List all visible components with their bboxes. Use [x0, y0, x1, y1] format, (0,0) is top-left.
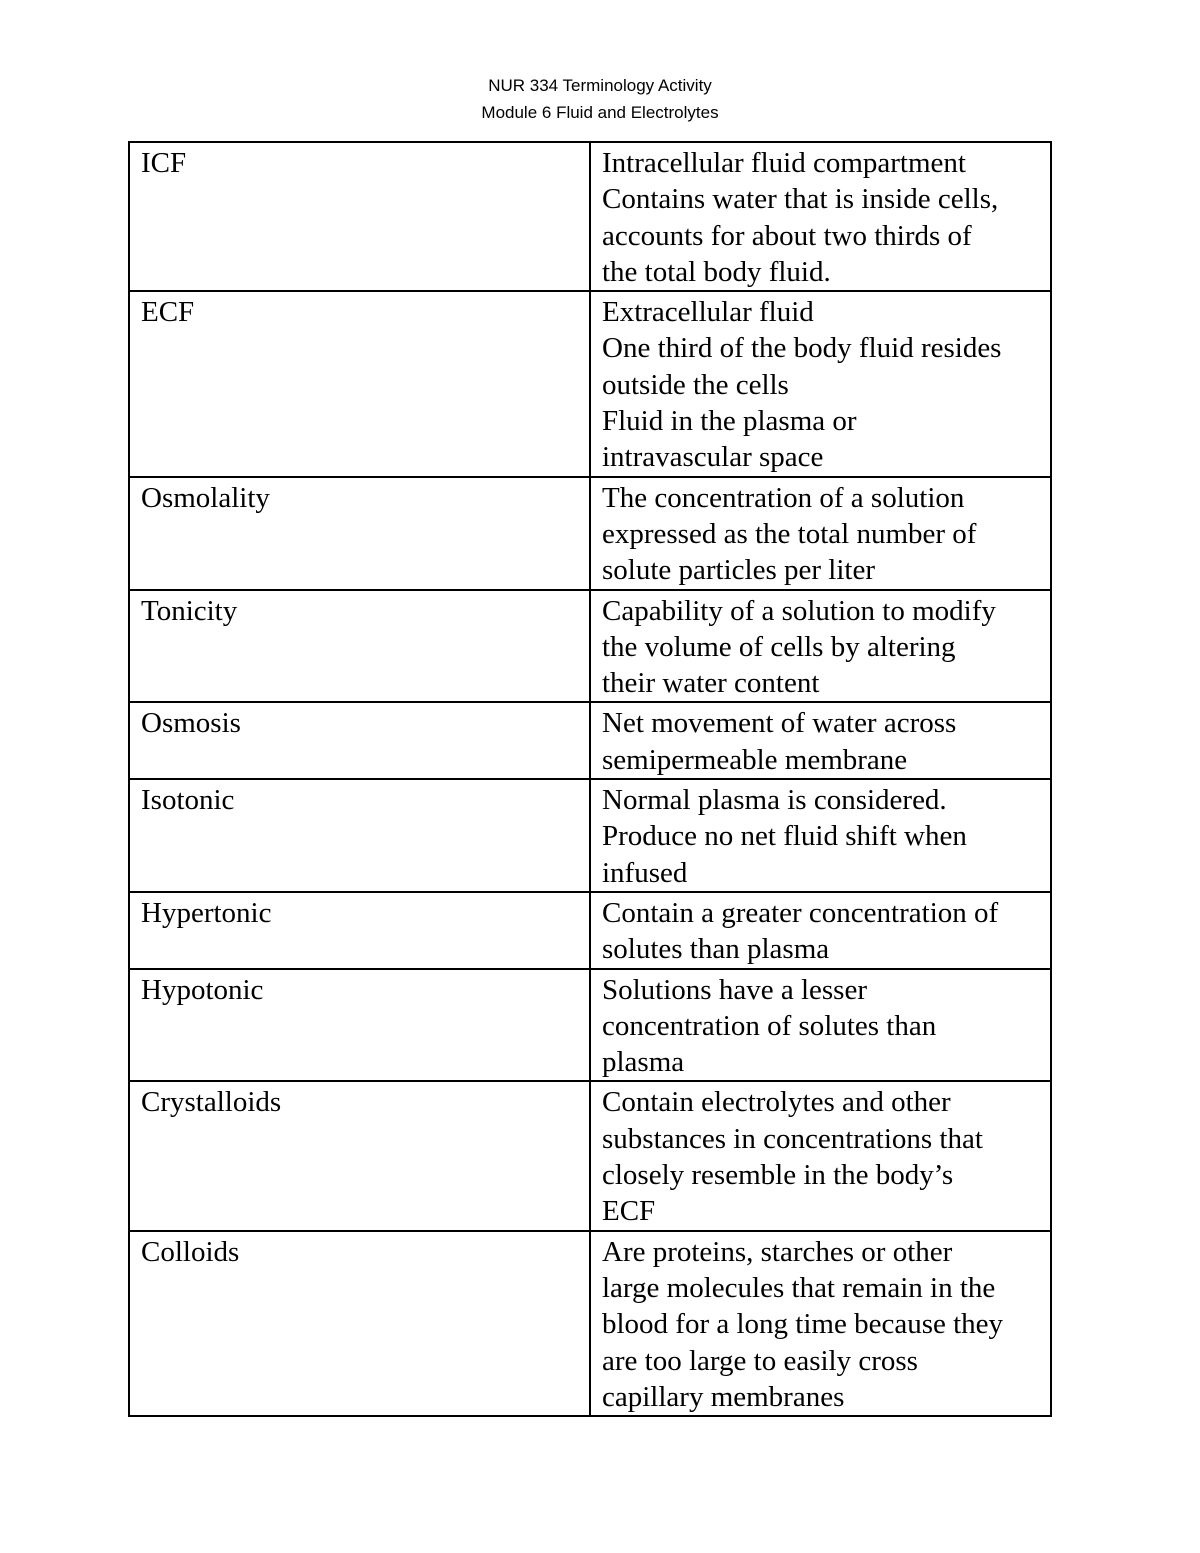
definition-cell	[590, 477, 1051, 590]
table-row	[129, 291, 1051, 476]
table-row	[129, 590, 1051, 703]
definition-cell	[590, 702, 1051, 779]
term-cell	[129, 477, 590, 590]
term-label: ICF	[141, 147, 187, 179]
table-row	[129, 477, 1051, 590]
definition-line: Solutions have a lesser	[602, 973, 867, 1006]
term-cell	[129, 1231, 590, 1416]
definition-line: Capability of a solution to modify	[602, 594, 996, 627]
term-label: Crystalloids	[141, 1086, 282, 1119]
term-label: ECF	[141, 296, 195, 329]
terminology-table	[128, 141, 1052, 1417]
definition-cell	[590, 892, 1051, 969]
definition-line: intravascular space	[602, 441, 824, 474]
table-row	[129, 702, 1051, 779]
term-label: Isotonic	[141, 784, 235, 817]
definition-line: accounts for about two thirds of	[602, 219, 972, 252]
table-row	[129, 779, 1051, 892]
definition-line: are too large to easily cross	[602, 1344, 918, 1377]
definition-cell	[590, 969, 1051, 1082]
definition-line: solutes than plasma	[602, 933, 830, 966]
definition-cell	[590, 590, 1051, 703]
definition-cell	[590, 291, 1051, 476]
term-label: Hypotonic	[141, 973, 264, 1006]
definition-cell	[590, 779, 1051, 892]
definition-line: Normal plasma is considered.	[602, 784, 947, 817]
term-cell	[129, 969, 590, 1082]
definition-line: Contains water that is inside cells,	[602, 183, 999, 216]
definition-line: Net movement of water across	[602, 707, 957, 740]
definition-line: substances in concentrations that	[602, 1122, 983, 1155]
definition-line: solute particles per liter	[602, 554, 875, 587]
table-row	[129, 892, 1051, 969]
definition-cell	[590, 1231, 1051, 1416]
definition-line: Are proteins, starches or other	[602, 1235, 953, 1268]
definition-cell	[590, 1081, 1051, 1230]
definition-line: outside the cells	[602, 368, 789, 401]
definition-line: Contain a greater concentration of	[602, 896, 999, 929]
terminology-table-body	[129, 142, 1051, 1416]
term-label: Hypertonic	[141, 896, 272, 929]
document-title: NUR 334 Terminology Activity	[488, 76, 712, 95]
term-label: Tonicity	[141, 594, 238, 627]
definition-cell	[590, 142, 1051, 291]
definition-line: ECF	[602, 1195, 656, 1228]
term-label: Osmolality	[141, 481, 270, 514]
term-cell	[129, 1081, 590, 1230]
term-cell	[129, 892, 590, 969]
definition-line: the total body fluid.	[602, 255, 831, 288]
definition-line: plasma	[602, 1046, 685, 1079]
definition-line: One third of the body fluid resides	[602, 332, 1002, 365]
term-cell	[129, 702, 590, 779]
document-header	[0, 72, 1200, 126]
definition-line: semipermeable membrane	[602, 743, 908, 776]
term-cell	[129, 291, 590, 476]
definition-line: blood for a long time because they	[602, 1308, 1004, 1341]
definition-line: The concentration of a solution	[602, 481, 965, 514]
definition-line: expressed as the total number of	[602, 517, 977, 550]
definition-line: concentration of solutes than	[602, 1009, 937, 1042]
definition-line: Extracellular fluid	[602, 296, 814, 329]
term-cell	[129, 779, 590, 892]
definition-line: infused	[602, 856, 688, 889]
table-row	[129, 969, 1051, 1082]
definition-line: capillary membranes	[602, 1380, 845, 1413]
term-cell	[129, 142, 590, 291]
definition-line: Produce no net fluid shift when	[602, 820, 967, 853]
term-label: Colloids	[141, 1235, 240, 1268]
term-cell	[129, 590, 590, 703]
definition-line: the volume of cells by altering	[602, 630, 956, 663]
definition-line: large molecules that remain in the	[602, 1271, 996, 1304]
definition-line: closely resemble in the body’s	[602, 1159, 954, 1192]
definition-line: their water content	[602, 667, 820, 700]
document-subtitle: Module 6 Fluid and Electrolytes	[481, 103, 719, 122]
table-row	[129, 142, 1051, 291]
definition-line: Contain electrolytes and other	[602, 1086, 951, 1119]
term-label: Osmosis	[141, 707, 241, 740]
table-row	[129, 1231, 1051, 1416]
definition-line: Fluid in the plasma or	[602, 405, 857, 438]
definition-line: Intracellular fluid compartment	[602, 147, 966, 179]
table-row	[129, 1081, 1051, 1230]
